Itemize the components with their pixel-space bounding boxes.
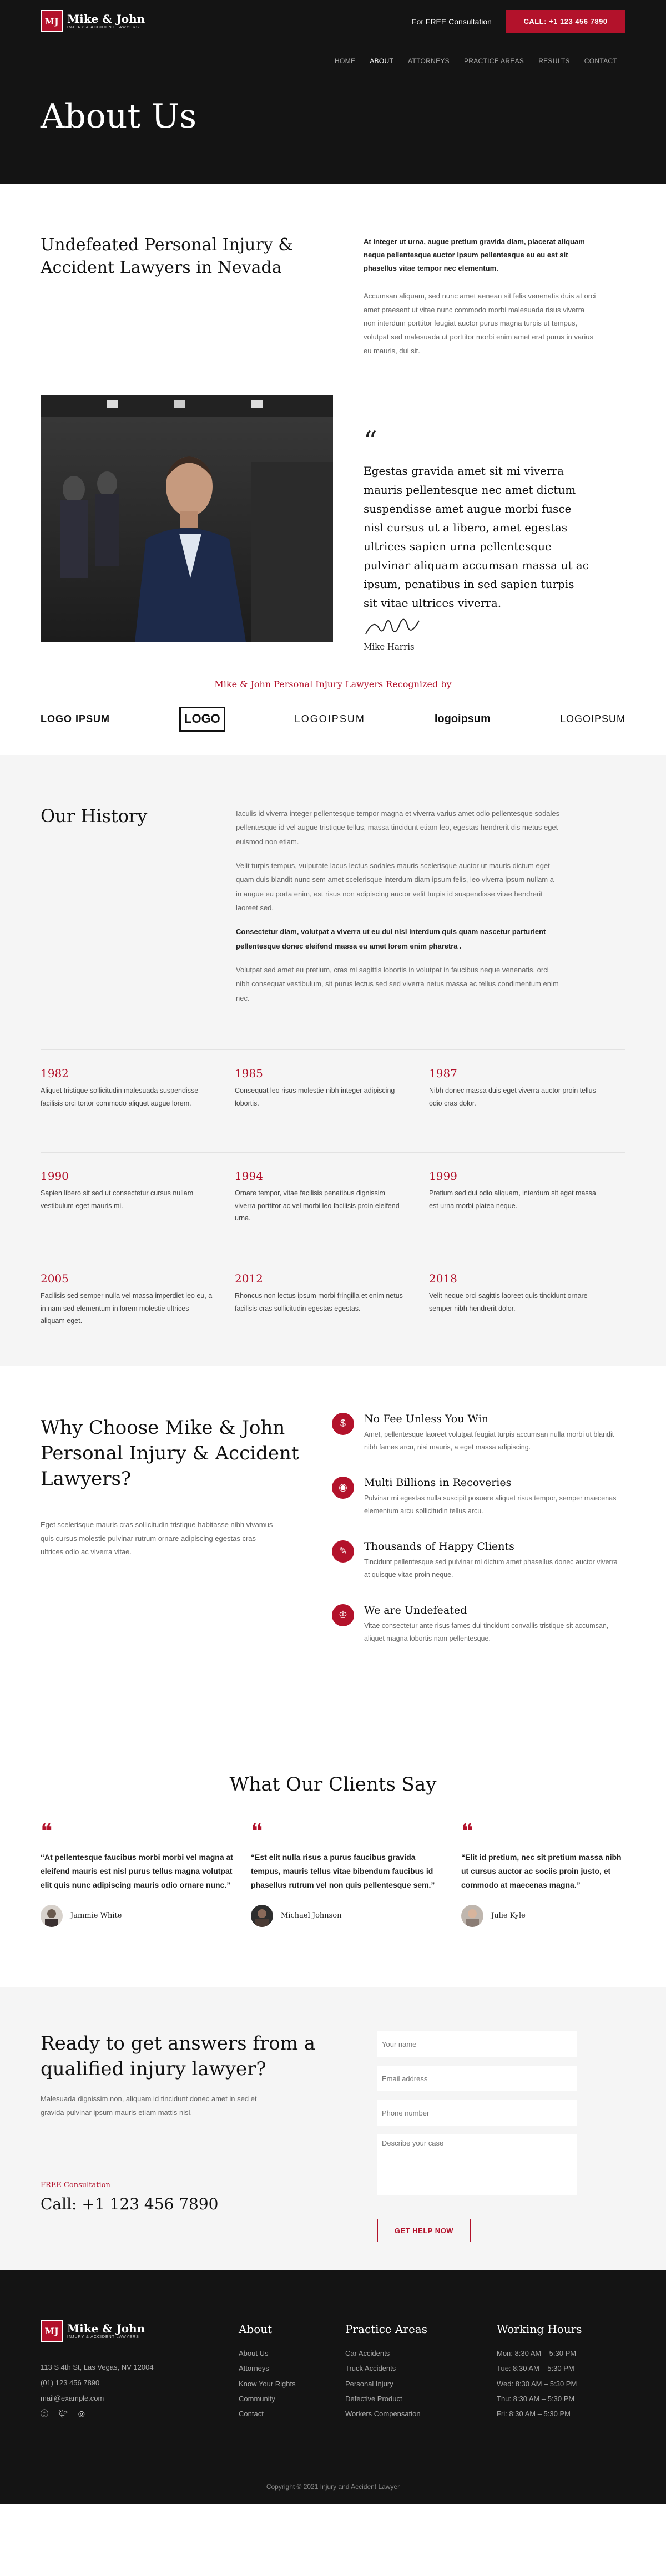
feature-title: No Fee Unless You Win xyxy=(364,1413,489,1425)
avatar xyxy=(251,1905,273,1927)
timeline-text: Consequat leo risus molestie nibh integer adipiscing lobortis. xyxy=(235,1087,395,1107)
page-header xyxy=(0,0,666,184)
footer-about-column xyxy=(239,2323,296,2421)
get-help-button[interactable]: GET HELP NOW xyxy=(377,2219,471,2242)
site-footer xyxy=(0,2270,666,2504)
footer-link[interactable]: Personal Injury xyxy=(345,2379,393,2388)
testimonial-author: Michael Johnson xyxy=(281,1911,342,1920)
nav-attorneys[interactable]: ATTORNEYS xyxy=(408,57,450,65)
facebook-icon[interactable]: ⓕ xyxy=(41,2409,48,2418)
partner-logo-1: LOGO IPSUM xyxy=(41,713,110,724)
timeline-text: Velit neque orci sagittis laoreet quis tincidunt ornare semper nibh hendrerit dolor. xyxy=(429,1292,588,1312)
why-heading: Why Choose Mike & John Personal Injury & Accident Lawyers? xyxy=(41,1417,299,1490)
feature-item xyxy=(332,1540,620,1581)
timeline-text: Pretium sed dui odio aliquam, interdum sit eget massa est urna morbi platea neque. xyxy=(429,1189,596,1210)
footer-link[interactable]: Community xyxy=(239,2394,275,2403)
footer-hours-column xyxy=(497,2323,582,2421)
recognition-title: Mike & John Personal Injury Lawyers Recognized by xyxy=(214,679,452,689)
history-paragraph-1: Iaculis id viverra integer pellentesque tempor magna et viverra varius amet odio pellentesque sodales pellentesque id vel augue tristique tellus, massa tincidunt etiam leo, egestas hendrerit dis metus eget euismod non etiam. xyxy=(236,809,560,846)
partner-logo-2: LOGO xyxy=(179,707,225,732)
site-logo[interactable] xyxy=(41,10,145,32)
nav-practice-areas[interactable]: PRACTICE AREAS xyxy=(463,57,524,65)
testimonial-author: Jammie White xyxy=(70,1911,122,1920)
feature-title: We are Undefeated xyxy=(364,1604,467,1616)
quote-author: Mike Harris xyxy=(364,642,415,652)
main-nav xyxy=(335,55,617,67)
feature-title: Multi Billions in Recoveries xyxy=(364,1477,512,1489)
timeline-text: Aliquet tristique sollicitudin malesuada suspendisse facilisis orci tortor commodo aliquet augue lorem. xyxy=(41,1087,199,1107)
footer-link[interactable]: About Us xyxy=(239,2349,269,2357)
quote-section xyxy=(0,395,666,652)
history-paragraph-4: Volutpat sed amet eu pretium, cras mi sagittis lobortis in volutpat in faucibus neque venenatis, orci nibh consequat vestibulum, sit purus lectus sed sed viverra netus massa ac tellus condimentum enim nec. xyxy=(236,966,559,1002)
footer-logo[interactable] xyxy=(41,2320,145,2342)
intro-section xyxy=(0,184,666,395)
logo-subtitle: INJURY & ACCIDENT LAWYERS xyxy=(67,2335,139,2340)
footer-practice-title: Practice Areas xyxy=(345,2323,427,2336)
footer-link[interactable]: Defective Product xyxy=(345,2394,402,2403)
hours-row: Thu: 8:30 AM – 5:30 PM xyxy=(497,2394,575,2403)
hours-row: Fri: 8:30 AM – 5:30 PM xyxy=(497,2410,571,2418)
hours-row: Mon: 8:30 AM – 5:30 PM xyxy=(497,2349,577,2357)
testimonial-card xyxy=(41,1821,235,1927)
twitter-icon[interactable]: 🐦︎ xyxy=(58,2409,68,2418)
quote-mark: “ xyxy=(364,425,377,457)
quote-text: Egestas gravida amet sit mi viverra mauris pellentesque nec amet dictum suspendisse amet augue morbi fusce nisl cursus ut a libero, amet egestas ultrices sapien urna pellentesque pulvinar aliquam accumsan massa ut ac ipsum, penatibus in sed sapien turpis sit vitae ultrices viverra. xyxy=(364,464,589,610)
hours-row: Wed: 8:30 AM – 5:30 PM xyxy=(497,2379,577,2388)
history-body xyxy=(236,807,561,1015)
quote-icon: ❝ xyxy=(251,1819,263,1844)
phone-field[interactable] xyxy=(377,2100,577,2126)
avatar xyxy=(461,1905,483,1927)
timeline-item xyxy=(41,1272,235,1357)
contact-text: Malesuada dignissim non, aliquam id tincidunt donec amet in sed et gravida pulvinar ipsum mauris etiam mattis nisl. xyxy=(41,2095,257,2117)
footer-link[interactable]: Workers Compensation xyxy=(345,2410,421,2418)
page-title: About Us xyxy=(41,97,197,136)
testimonial-text: “Elit id pretium, nec sit pretium massa nibh ut cursus auctor ac sociis proin justo, et commodo at maecenas magna.” xyxy=(461,1853,622,1890)
testimonials-section xyxy=(0,1726,666,1987)
history-paragraph-3: Consectetur diam, volutpat a viverra ut eu dui nisi interdum quis quam nascetur parturient pellentesque donec eleifend massa eu amet lorem enim pharetra . xyxy=(236,927,546,950)
intro-text: Accumsan aliquam, sed nunc amet aenean sit felis venenatis duis at orci amet praesent ut vitae nunc commodo morbi malesuada risus viverra non interdum porttitor feugiat auctor purus magna turpis ut tempus, volutpat sed malesuada ut porttitor morbi enim amet erat purus in varius eu mauris, dui sit. xyxy=(364,292,596,355)
timeline-item xyxy=(235,1272,429,1357)
feature-text: Tincidunt pellentesque sed pulvinar mi dictum amet phasellus donec auctor viverra at quisque vitae proin neque. xyxy=(364,1558,618,1579)
history-paragraph-2: Velit turpis tempus, vulputate lacus lectus sodales mauris scelerisque auctor ut mauris dictum eget quam duis blandit nunc sem amet scelerisque interdum diam ipsum felis, leo viverra ipsum nullam a in augue eu porta enim, est risus non adipiscing auctor velit turpis id suspendisse vitae hendrerit laoreet sed. xyxy=(236,861,554,912)
partner-logo-3: LOGOIPSUM xyxy=(294,713,365,724)
contact-phone[interactable]: Call: +1 123 456 7890 xyxy=(41,2195,219,2213)
timeline-year: 2018 xyxy=(429,1272,457,1285)
logo-name: Mike & John xyxy=(67,2322,145,2336)
timeline-item xyxy=(235,1169,429,1255)
quote-icon: ❝ xyxy=(461,1819,473,1844)
recoveries-icon: ◉ xyxy=(332,1477,354,1499)
footer-address: 113 S 4th St, Las Vegas, NV 12004 xyxy=(41,2363,154,2371)
call-button[interactable]: CALL: +1 123 456 7890 xyxy=(506,10,625,33)
undefeated-icon: ♔ xyxy=(332,1604,354,1626)
timeline-item xyxy=(41,1067,235,1152)
feature-text: Pulvinar mi egestas nulla suscipit posuere aliquet risus tempor, semper maecenas elementum arcu sollicitudin tellus arcu. xyxy=(364,1494,617,1515)
no-fee-icon: $ xyxy=(332,1413,354,1435)
partner-logo-4: logoipsum xyxy=(434,712,491,725)
timeline-item xyxy=(235,1067,429,1152)
timeline-text: Ornare tempor, vitae facilisis penatibus dignissim viverra porttitor ac vel morbi leo facilisis proin eleifend urna. xyxy=(235,1189,400,1222)
instagram-icon[interactable]: ◎ xyxy=(78,2409,85,2418)
timeline-year: 1985 xyxy=(235,1067,263,1080)
timeline-item xyxy=(429,1169,623,1255)
logo-mark: MJ xyxy=(41,2320,63,2342)
email-field[interactable] xyxy=(377,2066,577,2091)
footer-link[interactable]: Attorneys xyxy=(239,2364,269,2373)
feature-item xyxy=(332,1413,620,1453)
timeline-item xyxy=(429,1067,623,1152)
timeline xyxy=(41,1049,625,1357)
timeline-year: 1990 xyxy=(41,1169,69,1183)
consultation-text: For FREE Consultation xyxy=(412,17,492,26)
hours-row: Tue: 8:30 AM – 5:30 PM xyxy=(497,2364,574,2373)
feature-text: Vitae consectetur ante risus fames dui tincidunt convallis tristique sit accumsan, aliquet magna lobortis nam pellentesque. xyxy=(364,1622,609,1642)
contact-section xyxy=(0,1987,666,2270)
testimonial-card xyxy=(251,1821,445,1927)
intro-lead: At integer ut urna, augue pretium gravida diam, placerat aliquam neque pellentesque auctor ipsum pellentesque eu eu est sit phasellus vitae tempor nec elementum. xyxy=(364,237,585,273)
footer-link[interactable]: Car Accidents xyxy=(345,2349,390,2357)
footer-link[interactable]: Truck Accidents xyxy=(345,2364,396,2373)
nav-home[interactable]: HOME xyxy=(335,57,356,65)
footer-email[interactable]: mail@example.com xyxy=(41,2394,104,2402)
feature-item xyxy=(332,1477,620,1517)
feature-item xyxy=(332,1604,620,1645)
timeline-year: 1982 xyxy=(41,1067,69,1080)
logo-subtitle: INJURY & ACCIDENT LAWYERS xyxy=(67,26,139,30)
testimonial-author: Julie Kyle xyxy=(491,1911,526,1920)
feature-title: Thousands of Happy Clients xyxy=(364,1540,514,1553)
footer-phone[interactable]: (01) 123 456 7890 xyxy=(41,2378,100,2387)
why-section xyxy=(0,1366,666,1726)
timeline-year: 2005 xyxy=(41,1272,69,1285)
partner-logo-5: LOGOIPSUM xyxy=(559,713,625,724)
logo-name: Mike & John xyxy=(67,12,145,26)
footer-link[interactable]: Know Your Rights xyxy=(239,2379,296,2388)
footer-practice-column xyxy=(345,2323,427,2421)
recognition-section xyxy=(0,584,666,755)
nav-contact[interactable]: CONTACT xyxy=(584,57,617,65)
quote-icon: ❝ xyxy=(41,1819,53,1844)
name-field[interactable] xyxy=(377,2031,577,2057)
testimonial-text: “Est elit nulla risus a purus faucibus gravida tempus, mauris tellus vitae bibendum faucibus id phasellus rutrum vel non quis pellentesque sem.” xyxy=(251,1853,435,1890)
history-heading: Our History xyxy=(41,805,148,826)
timeline-item xyxy=(429,1272,623,1357)
logo-mark: MJ xyxy=(41,10,63,32)
contact-heading: Ready to get answers from a qualified injury lawyer? xyxy=(41,2032,316,2080)
timeline-text: Rhoncus non lectus ipsum morbi fringilla et enim netus facilisis cras sollicitudin egestas egestas. xyxy=(235,1292,403,1312)
contact-form xyxy=(377,2031,577,2242)
why-text: Eget scelerisque mauris cras sollicitudin tristique habitasse nibh vivamus quis cursus molestie pulvinar rutrum ornare adipiscing egestas cras ultrices odio ac viverra vitae. xyxy=(41,1520,273,1556)
timeline-year: 1994 xyxy=(235,1169,263,1183)
timeline-item xyxy=(41,1169,235,1255)
timeline-year: 2012 xyxy=(235,1272,263,1285)
avatar xyxy=(41,1905,63,1927)
testimonials-heading: What Our Clients Say xyxy=(229,1773,437,1796)
clients-icon: ✎ xyxy=(332,1540,354,1563)
nav-results[interactable]: RESULTS xyxy=(538,57,570,65)
timeline-year: 1987 xyxy=(429,1067,457,1080)
nav-about[interactable]: ABOUT xyxy=(370,57,394,65)
partner-logos xyxy=(41,707,625,732)
footer-link[interactable]: Contact xyxy=(239,2410,264,2418)
free-consultation-label: FREE Consultation xyxy=(41,2181,110,2189)
intro-heading: Undefeated Personal Injury & Accident Lawyers in Nevada xyxy=(41,235,293,277)
testimonial-text: “At pellentesque faucibus morbi morbi vel magna at eleifend mauris est nisl purus tellus magna volutpat elit quis nunc adipiscing mauris odio ornare nunc.” xyxy=(41,1853,233,1890)
testimonial-card xyxy=(461,1821,628,1927)
social-links xyxy=(41,2407,85,2421)
timeline-text: Nibh donec massa duis eget viverra auctor proin tellus odio cras dolor. xyxy=(429,1087,596,1107)
timeline-text: Sapien libero sit sed ut consectetur cursus nullam vestibulum eget mauris mi. xyxy=(41,1189,194,1210)
feature-text: Amet, pellentesque laoreet volutpat feugiat turpis accumsan nulla morbi ut blandit nibh fames arcu, nisi mauris, a eget massa adipiscing. xyxy=(364,1431,614,1451)
footer-about-title: About xyxy=(239,2323,273,2336)
timeline-text: Facilisis sed semper nulla vel massa imperdiet leo eu, a in nam sed elementum in lorem molestie ultrices aliquam eget. xyxy=(41,1292,213,1325)
footer-hours-title: Working Hours xyxy=(497,2323,582,2336)
footer-contact xyxy=(41,2360,154,2406)
case-field[interactable] xyxy=(377,2134,577,2195)
copyright: Copyright © 2021 Injury and Accident Lawyer xyxy=(266,2483,400,2491)
history-section xyxy=(0,755,666,1366)
timeline-year: 1999 xyxy=(429,1169,457,1183)
